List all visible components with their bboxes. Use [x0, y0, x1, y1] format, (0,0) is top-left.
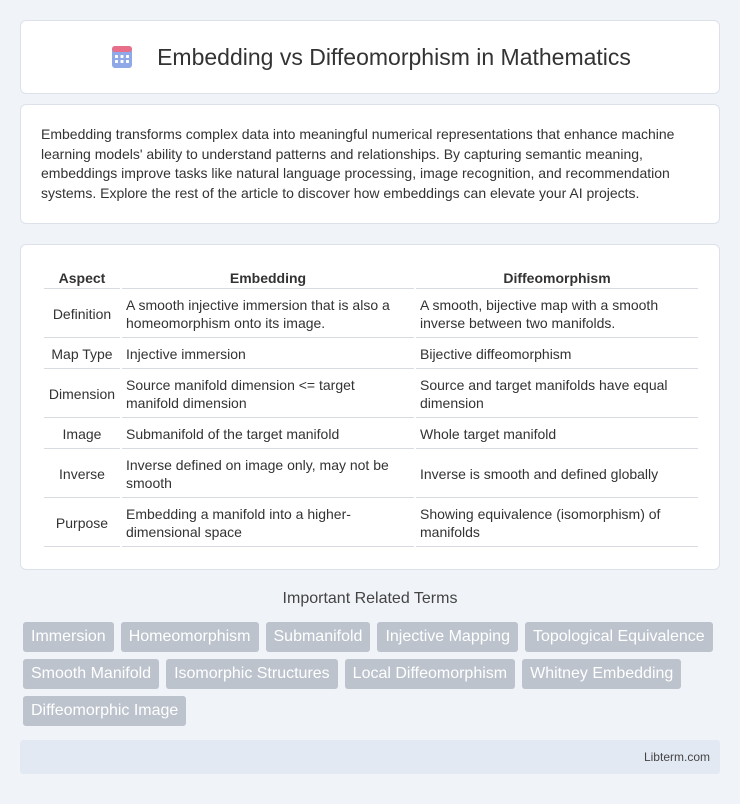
- table-row: [44, 371, 698, 418]
- row-diffeomorphism: Showing equivalence (isomorphism) of manifolds: [416, 500, 698, 547]
- row-diffeomorphism: Whole target manifold: [416, 420, 698, 449]
- calculator-icon: [109, 44, 135, 70]
- table-row: [44, 340, 698, 369]
- tag-homeomorphism[interactable]: Homeomorphism: [121, 622, 259, 652]
- tag-diffeomorphic-image[interactable]: Diffeomorphic Image: [23, 696, 186, 726]
- table-row: [44, 420, 698, 449]
- header-card: [20, 20, 720, 94]
- header-diffeomorphism: Diffeomorphism: [416, 267, 698, 289]
- tag-local-diffeomorphism[interactable]: Local Diffeomorphism: [345, 659, 515, 689]
- row-aspect: Image: [44, 420, 120, 449]
- row-aspect: Map Type: [44, 340, 120, 369]
- row-embedding: Inverse defined on image only, may not be smooth: [122, 451, 414, 498]
- tag-topological-equivalence[interactable]: Topological Equivalence: [525, 622, 713, 652]
- row-diffeomorphism: Bijective diffeomorphism: [416, 340, 698, 369]
- page-title: Embedding vs Diffeomorphism in Mathematics: [157, 43, 631, 70]
- row-embedding: Source manifold dimension <= target manifold dimension: [122, 371, 414, 418]
- intro-text: Embedding transforms complex data into meaningful numerical representations that enhance machine learning models' ability to understand patterns and relationships. By capturing semantic meaning, embeddings improve tasks like natural language processing, image recognition, and recommendation systems. Explore the rest of the article to discover how embeddings can elevate your AI projects.: [41, 126, 675, 201]
- header-embedding: Embedding: [122, 267, 414, 289]
- related-terms-list: [23, 622, 723, 726]
- intro-card: [20, 104, 720, 224]
- tag-injective-mapping[interactable]: Injective Mapping: [377, 622, 518, 652]
- row-aspect: Inverse: [44, 451, 120, 498]
- header-aspect: Aspect: [44, 267, 120, 289]
- row-embedding: A smooth injective immersion that is also a homeomorphism onto its image.: [122, 291, 414, 338]
- footer-site-link[interactable]: Libterm.com: [643, 750, 710, 764]
- row-diffeomorphism: A smooth, bijective map with a smooth inverse between two manifolds.: [416, 291, 698, 338]
- table-row: [44, 451, 698, 498]
- row-embedding: Submanifold of the target manifold: [122, 420, 414, 449]
- comparison-table-card: [20, 244, 720, 570]
- tag-submanifold[interactable]: Submanifold: [266, 622, 371, 652]
- row-diffeomorphism: Inverse is smooth and defined globally: [416, 451, 698, 498]
- row-aspect: Purpose: [44, 500, 120, 547]
- table-row: [44, 500, 698, 547]
- row-embedding: Embedding a manifold into a higher-dimensional space: [122, 500, 414, 547]
- comparison-table: [42, 265, 700, 549]
- related-terms-title: Important Related Terms: [282, 590, 458, 607]
- tag-isomorphic-structures[interactable]: Isomorphic Structures: [166, 659, 338, 689]
- table-row: [44, 291, 698, 338]
- tag-smooth-manifold[interactable]: Smooth Manifold: [23, 659, 159, 689]
- row-aspect: Definition: [44, 291, 120, 338]
- tag-immersion[interactable]: Immersion: [23, 622, 114, 652]
- row-aspect: Dimension: [44, 371, 120, 418]
- row-diffeomorphism: Source and target manifolds have equal dimension: [416, 371, 698, 418]
- footer: [20, 740, 720, 774]
- tag-whitney-embedding[interactable]: Whitney Embedding: [522, 659, 681, 689]
- row-embedding: Injective immersion: [122, 340, 414, 369]
